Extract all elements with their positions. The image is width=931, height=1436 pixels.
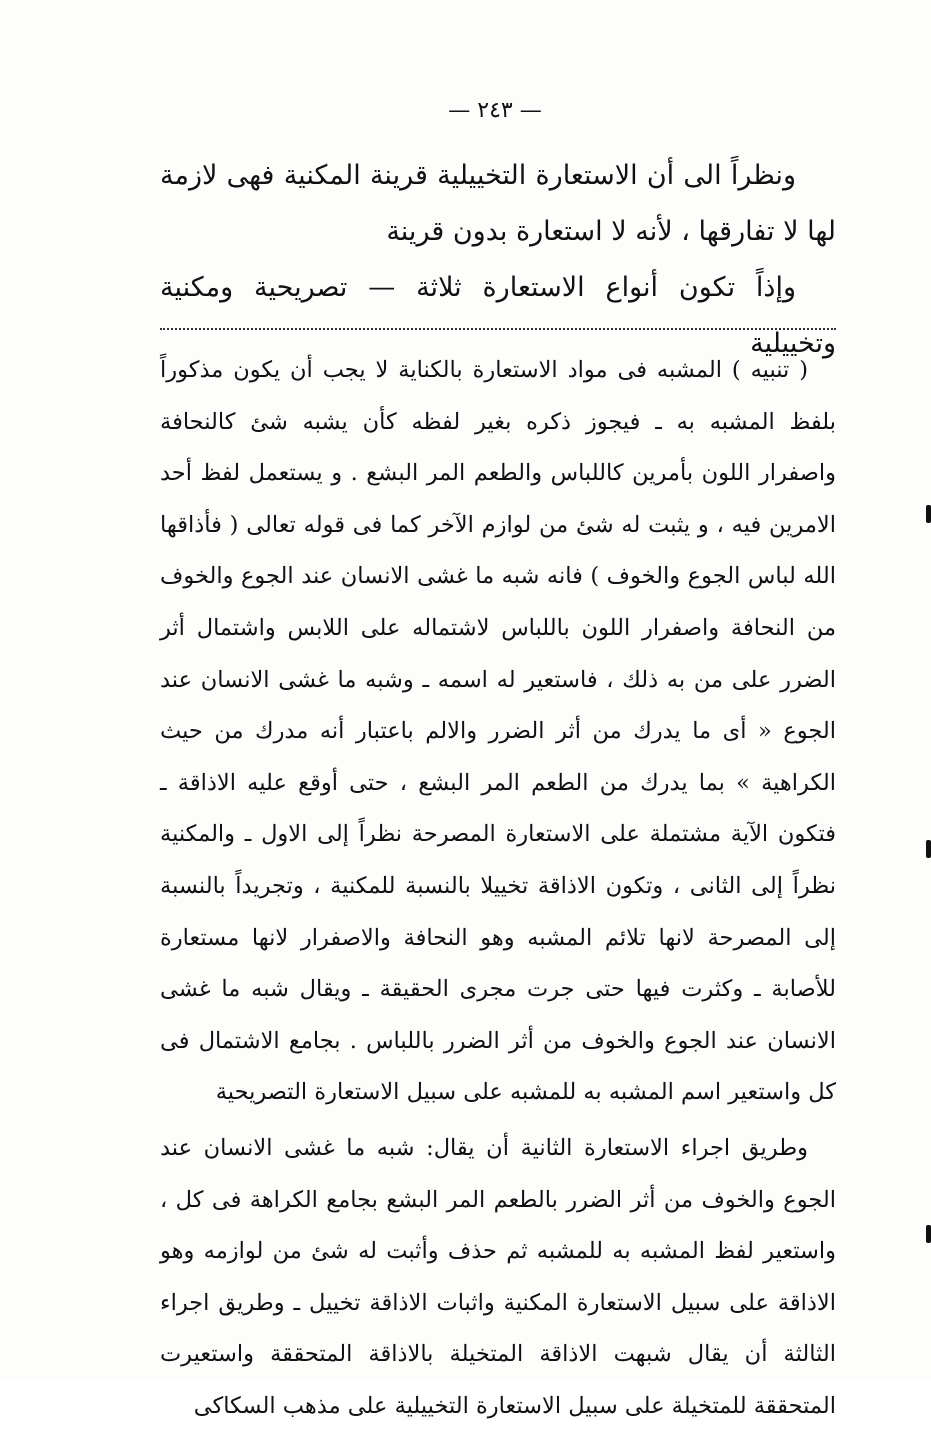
margin-mark [926, 1225, 931, 1243]
note-paragraph: ( تنبيه ) المشبه فى مواد الاستعارة بالكناية لا يجب أن يكون مذكوراً بلفظ المشبه به ـ فيجوز ذكره بغير لفظه كأن يشبه شئ كالنحافة واصفرار اللون بأمرين كاللباس والطعم المر البشع . و يستعمل لفظ أحد الامرين فيه ، و يثبت له شئ من لوازم الآخر كما فى قوله تعالى ( فأذاقها الله لباس الجوع والخوف ) فانه شبه ما غشى الانسان عند الجوع والخوف من النحافة واصفرار اللون باللباس لاشتماله على اللابس واشتمال أثر الضرر على من به ذلك ، فاستعير له اسمه ـ وشبه ما غشى الانسان عند الجوع « أى ما يدرك من أثر الضرر والالم باعتبار أنه مدرك من حيث الكراهية » بما يدرك من الطعم المر البشع ، حتى أوقع عليه الاذاقة ـ فتكون الآية مشتملة على الاستعارة المصرحة نظراً إلى الاول ـ والمكنية نظراً إلى الثانى ، وتكون الاذاقة تخييلا بالنسبة للمكنية ، وتجريداً بالنسبة إلى المصرحة لانها تلائم المشبه وهو النحافة والاصفرار لانها مستعارة للأصابة ـ وكثرت فيها حتى جرت مجرى الحقيقة ـ ويقال شبه ما غشى الانسان عند الجوع والخوف من أثر الضرر باللباس . بجامع الاشتمال فى كل واستعير اسم المشبه به للمشبه على سبيل الاستعارة التصريحية [160, 357, 836, 1106]
dotted-separator [160, 328, 836, 330]
note-text-block [160, 345, 836, 1436]
margin-mark [926, 505, 931, 523]
note-paragraph: وطريق اجراء الاستعارة الثانية أن يقال: شبه ما غشى الانسان عند الجوع والخوف من أثر الضرر بالطعم المر البشع بجامع الكراهة فى كل ، واستعير لفظ المشبه به للمشبه ثم حذف وأثبت له شئ من لوازمه وهو الاذاقة على سبيل الاستعارة المكنية واثبات الاذاقة تخييل ـ وطريق اجراء الثالثة أن يقال شبهت الاذاقة المتخيلة بالاذاقة المتحققة واستعيرت المتحققة للمتخيلة على سبيل الاستعارة التخييلية على مذهب السكاكى [160, 1134, 836, 1419]
margin-mark [926, 840, 931, 858]
page-number: — ٢٤٣ — [448, 98, 542, 123]
main-paragraph: وإذاً تكون أنواع الاستعارة ثلاثة — تصريحية ومكنية وتخييلية [160, 272, 836, 359]
main-paragraph: ونظراً الى أن الاستعارة التخييلية قرينة المكنية فهى لازمة لها لا تفارقها ، لأنه لا استعارة بدون قرينة [160, 160, 836, 247]
main-text-block [160, 148, 836, 372]
